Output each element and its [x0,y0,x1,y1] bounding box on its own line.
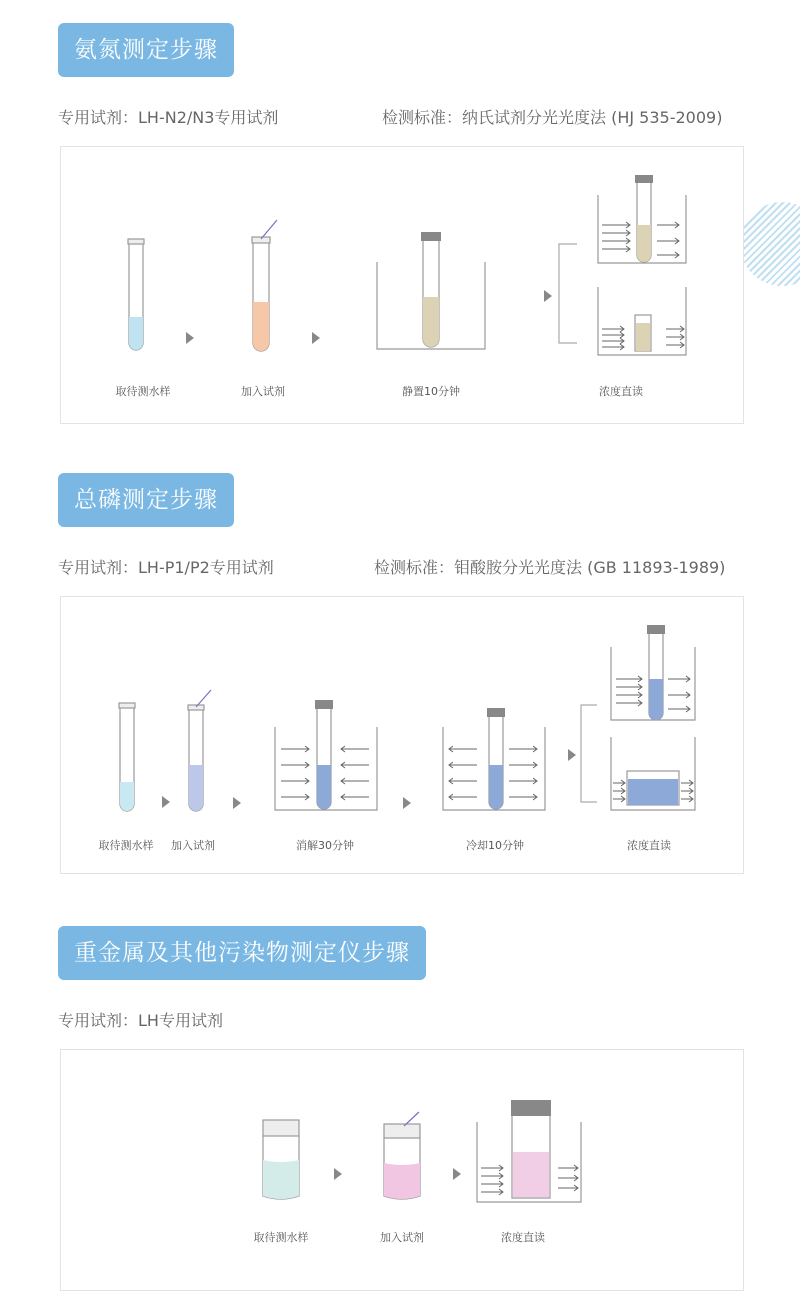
reading-beaker-top-icon [598,175,686,263]
step-caption: 加入试剂 [380,1231,424,1244]
cooling-beaker-icon [443,708,545,810]
sample-jar-icon [263,1120,299,1199]
process-panel-heavy-metals [60,1049,744,1291]
step-caption: 冷却10分钟 [466,839,524,852]
test-tube-sample-icon [128,239,144,350]
beaker-standing-icon [377,232,485,349]
arrow-step-3-icon [544,290,552,302]
process-diagram-phosphorus [61,597,743,873]
step-caption: 加入试剂 [171,839,215,852]
arrow-step-1-icon [162,796,170,808]
process-panel-phosphorus [60,596,744,874]
process-diagram-ammonia [61,147,743,423]
arrow-step-4-icon [568,749,576,761]
reading-beaker-icon [477,1100,581,1202]
step-caption: 消解30分钟 [296,839,354,852]
reading-beaker-bottom-icon [598,287,686,355]
section-title-heavy-metals: 重金属及其他污染物测定仪步骤 [58,926,426,980]
test-tube-sample-icon [119,703,135,811]
test-tube-reagent-icon [188,690,211,811]
step-caption: 浓度直读 [627,839,671,852]
test-tube-reagent-icon [252,220,277,351]
reagent-phosphorus: 专用试剂：LH-P1/P2专用试剂 [58,558,274,577]
arrow-step-3-icon [403,797,411,809]
reagent-ammonia: 专用试剂：LH-N2/N3专用试剂 [58,108,279,127]
reading-beaker-top-icon [611,625,695,720]
arrow-step-2-icon [312,332,320,344]
decorative-striped-circle [740,202,800,286]
section-title-ammonia: 氨氮测定步骤 [58,23,234,77]
standard-ammonia: 检测标准：纳氏试剂分光光度法 (HJ 535-2009) [382,108,723,127]
arrow-step-2-icon [453,1168,461,1180]
step-caption: 取待测水样 [253,1231,309,1244]
reading-beaker-bottom-icon [611,737,695,810]
step-caption: 加入试剂 [241,385,285,398]
step-caption: 静置10分钟 [402,385,460,398]
step-caption: 取待测水样 [115,385,171,398]
process-panel-ammonia [60,146,744,424]
step-caption: 浓度直读 [599,385,643,398]
arrow-step-2-icon [233,797,241,809]
standard-phosphorus: 检测标准：钼酸胺分光光度法 (GB 11893-1989) [374,558,726,577]
arrow-step-1-icon [334,1168,342,1180]
section-title-phosphorus: 总磷测定步骤 [58,473,234,527]
step-caption: 取待测水样 [98,839,154,852]
reagent-heavy-metals: 专用试剂：LH专用试剂 [58,1011,223,1030]
arrow-step-1-icon [186,332,194,344]
reagent-jar-icon [384,1112,420,1199]
process-diagram-heavy-metals [61,1050,743,1290]
digestion-beaker-icon [275,700,377,810]
step-caption: 浓度直读 [501,1231,545,1244]
